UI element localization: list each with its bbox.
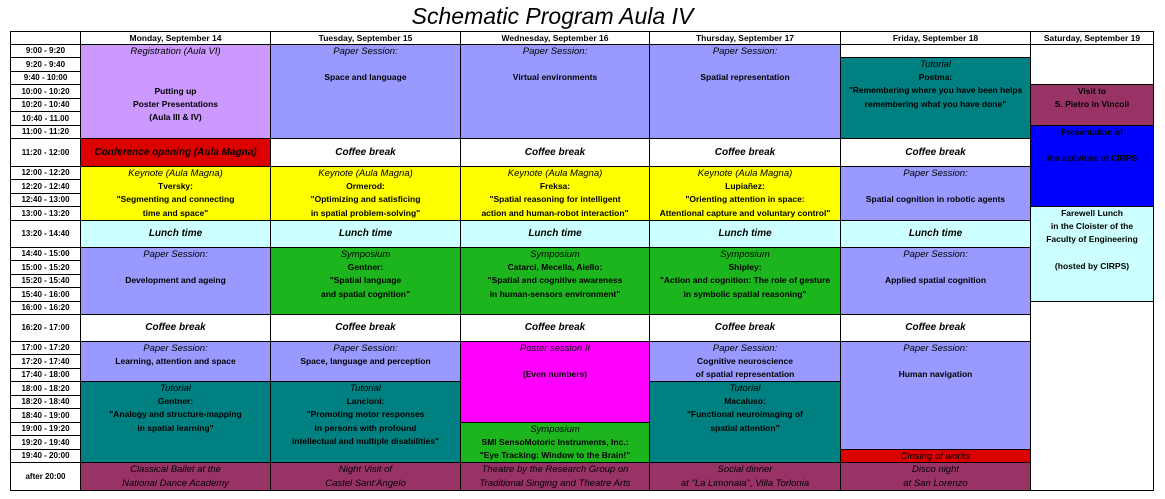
- event-cell: [460, 220, 650, 248]
- time-slot: 19:00 - 19:20: [10, 422, 81, 436]
- event-cell: [649, 381, 841, 463]
- event-cell: [460, 341, 650, 423]
- time-slot: 18:00 - 18:20: [10, 381, 81, 396]
- event-text: Putting up: [154, 85, 197, 96]
- event-text: Paper Session:: [712, 343, 778, 354]
- time-slot: 17:20 - 17:40: [10, 354, 81, 369]
- time-slot: 10:00 - 10:20: [10, 84, 81, 99]
- event-cell: [270, 381, 461, 463]
- event-text: Keynote (Aula Magna): [128, 168, 223, 179]
- event-cell: [840, 220, 1031, 248]
- event-text: Tversky:: [158, 181, 193, 192]
- page-title: Schematic Program Aula IV: [411, 3, 694, 29]
- event-cell: [460, 44, 650, 139]
- event-text: "Remembering where you have been helps: [848, 85, 1023, 96]
- event-text: Poster session II: [519, 343, 591, 354]
- day-header: Saturday, September 19: [1030, 31, 1154, 45]
- event-cell: [840, 138, 1031, 167]
- event-text: S. Pietro in Vincoli: [1054, 99, 1130, 110]
- time-slot: 13:20 - 14:40: [10, 220, 81, 248]
- event-cell: [649, 220, 841, 248]
- event-cell: [270, 341, 461, 382]
- event-text: [841, 180, 1030, 193]
- event-text: Cognitive neuroscience: [697, 356, 793, 367]
- event-text: Human navigation: [898, 369, 973, 380]
- event-cell: [840, 247, 1031, 315]
- event-cell: [270, 314, 461, 342]
- event-cell: [270, 166, 461, 221]
- event-cell: [80, 138, 271, 167]
- event-text: and spatial cognition": [320, 288, 411, 299]
- event-text: SMI SensoMotoric Instruments, Inc.:: [481, 437, 629, 448]
- event-text: [1031, 247, 1153, 260]
- event-text: Classical Ballet at the: [130, 464, 221, 475]
- day-header: Monday, September 14: [80, 31, 271, 45]
- event-text: Disco night: [912, 464, 959, 475]
- event-cell: [80, 381, 271, 463]
- event-text: Traditional Singing and Theatre Arts: [479, 477, 631, 489]
- time-slot: 15:20 - 15:40: [10, 274, 81, 288]
- event-cell: [840, 166, 1031, 221]
- time-slot: 11:00 - 11:20: [10, 125, 81, 139]
- event-text: Night Visit of: [338, 464, 393, 475]
- event-cell: [840, 341, 1031, 450]
- event-cell: [80, 314, 271, 342]
- time-slot: after 20:00: [10, 462, 81, 491]
- event-text: Paper Session:: [333, 46, 398, 57]
- event-text: Castel Sant'Angelo: [325, 477, 406, 489]
- event-cell: [460, 314, 650, 342]
- event-text: spatial attention": [710, 422, 780, 433]
- event-text: remembering what you have done": [864, 98, 1007, 109]
- event-text: "Eye Tracking: Window to the Brain!": [479, 450, 631, 461]
- event-text: Gentner:: [157, 396, 194, 407]
- event-text: [81, 261, 270, 274]
- event-text: [81, 71, 270, 84]
- event-text: Visit to: [1077, 86, 1107, 96]
- event-cell: [270, 138, 461, 167]
- event-text: Coffee break: [524, 146, 586, 158]
- event-cell: [80, 44, 271, 139]
- event-text: Paper Session:: [143, 249, 208, 260]
- event-text: Keynote (Aula Magna): [697, 168, 793, 179]
- event-cell: [649, 462, 841, 491]
- event-text: Symposium: [530, 424, 580, 435]
- time-slot: 10:40 - 11.00: [10, 111, 81, 126]
- event-cell: [80, 166, 271, 221]
- event-cell: [840, 57, 1031, 139]
- event-cell: [80, 462, 271, 491]
- event-text: Coffee break: [145, 322, 206, 334]
- day-header: Friday, September 18: [840, 31, 1031, 45]
- time-slot: 9:20 - 9:40: [10, 57, 81, 72]
- event-text: Macaluso:: [724, 396, 766, 407]
- event-text: Catarci, Mecella, Aiello:: [507, 262, 603, 273]
- event-text: Gentner:: [347, 262, 384, 273]
- empty-cell: [840, 44, 1031, 58]
- event-text: [841, 355, 1030, 368]
- day-header: Tuesday, September 15: [270, 31, 461, 45]
- time-slot: 19:20 - 19:40: [10, 435, 81, 450]
- event-cell: [270, 247, 461, 315]
- event-text: "Spatial reasoning for intelligent: [489, 194, 621, 205]
- event-cell: [649, 247, 841, 315]
- event-text: at San Lorenzo: [903, 477, 968, 489]
- time-slot: 11:20 - 12:00: [10, 138, 81, 167]
- event-text: Space, language and perception: [300, 356, 431, 367]
- event-text: action and human-robot interaction": [481, 207, 629, 218]
- event-text: Symposium: [340, 249, 391, 260]
- event-text: in symbolic spatial reasoning": [683, 288, 807, 299]
- event-text: Spatial representation: [700, 72, 790, 83]
- event-cell: [80, 247, 271, 315]
- event-text: Development and ageing: [125, 275, 226, 286]
- event-text: Coffee break: [335, 146, 396, 158]
- event-text: Tutorial: [160, 383, 191, 394]
- time-slot: 18:40 - 19:00: [10, 408, 81, 423]
- time-slot: 9:40 - 10:00: [10, 71, 81, 85]
- empty-cell: [1030, 301, 1154, 491]
- event-text: Keynote (Aula Magna): [507, 168, 603, 179]
- event-text: Paper Session:: [333, 343, 398, 354]
- event-text: Lunch time: [908, 228, 963, 240]
- event-text: Attentional capture and voluntary control": [659, 207, 831, 218]
- event-text: Tutorial: [920, 59, 951, 70]
- time-slot: 12:00 - 12:20: [10, 166, 81, 180]
- time-slot: 17:00 - 17:20: [10, 341, 81, 355]
- event-cell: [460, 422, 650, 463]
- event-text: (Aula III & IV): [149, 112, 202, 123]
- event-cell: [460, 138, 650, 167]
- event-text: Lupiañez:: [725, 181, 765, 192]
- time-slot: 12:20 - 12:40: [10, 179, 81, 194]
- event-text: (hosted by CIRPS): [1054, 260, 1130, 271]
- event-cell: [460, 462, 650, 491]
- event-text: intellectual and multiple disabilities": [291, 435, 440, 446]
- event-text: Theatre by the Research Group on: [481, 464, 629, 475]
- day-header: Wednesday, September 16: [460, 31, 650, 45]
- event-text: Lancioni:: [346, 396, 385, 407]
- time-slot: 10:20 - 10:40: [10, 98, 81, 112]
- time-slot: 17:40 - 18:00: [10, 368, 81, 382]
- day-header: Thursday, September 17: [649, 31, 841, 45]
- event-cell: [649, 314, 841, 342]
- event-text: [650, 58, 840, 71]
- event-cell: [460, 247, 650, 315]
- event-text: Farewell Lunch: [1061, 208, 1123, 218]
- event-text: Coffee break: [905, 146, 966, 158]
- event-text: "Spatial language: [329, 275, 402, 286]
- event-text: [1031, 139, 1153, 152]
- event-text: Registration (Aula VI): [130, 46, 221, 57]
- event-cell: [649, 341, 841, 382]
- event-text: Conference opening (Aula Magna): [94, 146, 257, 158]
- event-text: Symposium: [720, 249, 770, 260]
- event-text: the activities of CIRPS: [1046, 153, 1138, 164]
- time-slot: 15:40 - 16:00: [10, 287, 81, 302]
- event-text: Coffee break: [905, 322, 966, 334]
- event-text: Learning, attention and space: [115, 356, 236, 367]
- event-cell: [1030, 125, 1154, 207]
- event-text: Presentation of: [1061, 127, 1123, 137]
- event-text: Coffee break: [524, 322, 586, 334]
- event-text: of spatial representation: [695, 369, 795, 380]
- event-text: Keynote (Aula Magna): [318, 168, 413, 179]
- event-text: Paper Session:: [522, 46, 588, 57]
- event-text: Lunch time: [338, 228, 393, 240]
- empty-cell: [1030, 44, 1154, 85]
- time-slot: 15:00 - 15:20: [10, 260, 81, 275]
- event-text: Virtual environments: [512, 72, 598, 83]
- event-cell: [460, 166, 650, 221]
- event-text: Lunch time: [718, 228, 772, 240]
- event-cell: [840, 462, 1031, 491]
- event-text: [271, 58, 460, 71]
- event-text: "Action and cognition: The role of gesture: [659, 275, 831, 286]
- event-cell: [649, 166, 841, 221]
- event-text: Tutorial: [350, 383, 381, 394]
- event-text: Poster Presentations: [132, 98, 219, 109]
- event-cell: [270, 220, 461, 248]
- event-text: "Optimizing and satisficing: [310, 194, 421, 205]
- event-text: Shipley:: [728, 262, 762, 273]
- event-text: Tutorial: [729, 383, 761, 394]
- event-text: in spatial problem-solving": [310, 207, 421, 218]
- event-text: National Dance Academy: [122, 477, 229, 489]
- event-cell: [840, 449, 1031, 463]
- event-cell: [80, 220, 271, 248]
- event-text: Space and language: [324, 72, 407, 83]
- event-cell: [649, 138, 841, 167]
- event-text: "Segmenting and connecting: [116, 194, 235, 205]
- event-cell: [1030, 84, 1154, 126]
- event-text: Paper Session:: [903, 249, 968, 260]
- event-text: Paper Session:: [903, 168, 968, 179]
- event-text: at "La Limonaia", Villa Torlonia: [680, 477, 810, 489]
- event-text: in the Cloister of the: [1050, 221, 1134, 232]
- event-text: Ormerod:: [346, 181, 385, 192]
- event-text: "Promoting motor responses: [306, 409, 425, 420]
- time-slot: 9:00 - 9:20: [10, 44, 81, 58]
- event-text: (Even numbers): [522, 369, 588, 380]
- time-slot: 13:00 - 13:20: [10, 206, 81, 221]
- time-slot: 14:40 - 15:00: [10, 247, 81, 261]
- event-text: [461, 58, 649, 71]
- event-cell: [270, 462, 461, 491]
- time-slot: 18:20 - 18:40: [10, 395, 81, 409]
- event-cell: [80, 341, 271, 382]
- time-slot: 16:20 - 17:00: [10, 314, 81, 342]
- event-text: "Spatial and cognitive awareness: [487, 275, 623, 286]
- event-text: [841, 261, 1030, 274]
- event-text: Paper Session:: [903, 343, 968, 354]
- event-text: "Analogy and structure-mapping: [109, 409, 242, 420]
- event-text: Lunch time: [528, 228, 582, 240]
- event-cell: [840, 314, 1031, 342]
- event-cell: [649, 44, 841, 139]
- event-text: Closing of works: [900, 451, 971, 462]
- event-text: Paper Session:: [143, 343, 208, 354]
- event-text: "Orienting attention in space:: [685, 194, 805, 205]
- event-text: Postma:: [918, 72, 953, 83]
- event-text: Coffee break: [714, 146, 776, 158]
- time-slot: 19:40 - 20:00: [10, 449, 81, 463]
- event-text: in persons with profound: [314, 422, 417, 433]
- event-cell: [270, 44, 461, 139]
- event-text: Social dinner: [717, 464, 773, 475]
- event-text: Paper Session:: [712, 46, 778, 57]
- time-slot: 16:00 - 16:20: [10, 301, 81, 315]
- event-text: in spatial learning": [137, 422, 214, 433]
- event-text: [461, 355, 649, 368]
- event-text: in human-sensors environment": [489, 288, 621, 299]
- time-slot: 12:40 - 13:00: [10, 193, 81, 207]
- event-text: [81, 58, 270, 71]
- event-text: Coffee break: [335, 322, 396, 334]
- event-text: Spatial cognition in robotic agents: [865, 194, 1006, 205]
- event-text: Applied spatial cognition: [884, 275, 987, 286]
- event-text: time and space": [142, 207, 209, 218]
- corner-header: [10, 31, 81, 45]
- event-text: Freksa:: [539, 181, 571, 192]
- event-text: "Functional neuroimaging of: [687, 409, 803, 420]
- event-text: Lunch time: [148, 228, 203, 240]
- event-text: Faculty of Engineering: [1046, 234, 1138, 245]
- event-text: Coffee break: [714, 322, 776, 334]
- event-cell: [1030, 206, 1154, 302]
- event-text: Symposium: [530, 249, 580, 260]
